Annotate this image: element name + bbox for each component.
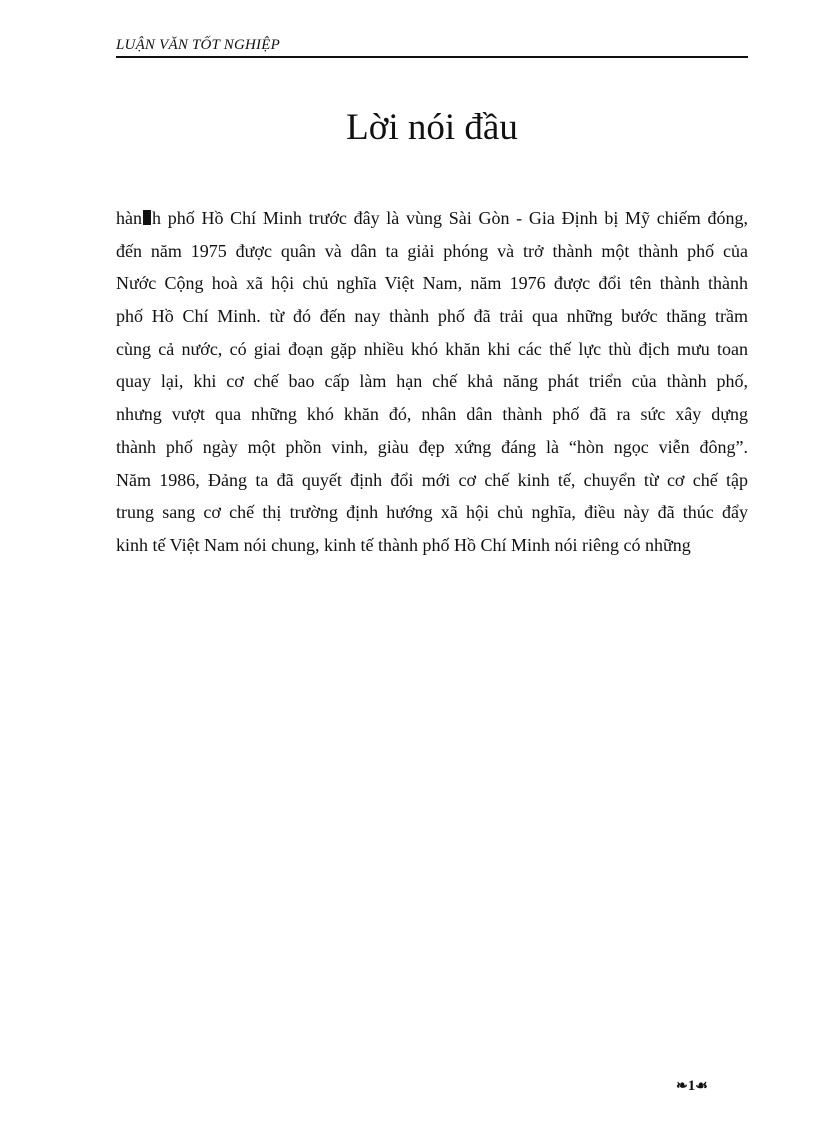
paragraph-line: đến năm 1975 được quân và dân ta giải phóng và trở thành một thành phố của	[116, 240, 748, 261]
page-title: Lời nói đầu	[346, 107, 518, 148]
paragraph-line: trung sang cơ chế thị trường định hướng xã hội chủ nghĩa, điều này đã thúc đẩy	[116, 502, 748, 523]
paragraph-line: cùng cả nước, có giai đoạn gặp nhiều khó khăn khi các thế lực thù địch mưu toan	[116, 338, 748, 359]
paragraph-line: Năm 1986, Đảng ta đã quyết định đổi mới cơ chế kinh tế, chuyển từ cơ chế tập	[116, 469, 748, 490]
running-title: LUẬN VĂN TỐT NGHIỆP	[116, 37, 280, 53]
first-line-suffix: h phố Hồ Chí Minh trước đây là vùng Sài Gòn - Gia Định bị Mỹ chiếm đóng,	[152, 208, 748, 228]
paragraph-line: quay lại, khi cơ chế bao cấp làm hạn chế khả năng phát triển của thành phố,	[116, 371, 748, 392]
paragraph-line: phố Hồ Chí Minh. từ đó đến nay thành phố đã trải qua những bước thăng trầm	[116, 306, 748, 327]
first-line-prefix: hàn	[116, 208, 142, 228]
paragraph-line: nhưng vượt qua những khó khăn đó, nhân dân thành phố đã ra sức xây dựng	[116, 404, 748, 425]
page-footer	[676, 1078, 708, 1095]
paragraph-line: thành phố ngày một phồn vinh, giàu đẹp xứng đáng là “hòn ngọc viễn đông”.	[116, 436, 748, 457]
page-number: 1	[687, 1078, 696, 1094]
dropcap-mark	[143, 210, 151, 225]
body-paragraph	[116, 202, 748, 562]
left-fleuron-icon: ❧	[676, 1079, 688, 1094]
right-fleuron-icon: ☙	[695, 1079, 708, 1094]
paragraph-line	[116, 202, 748, 235]
running-header	[116, 36, 748, 58]
paragraph-line: kinh tế Việt Nam nói chung, kinh tế thành phố Hồ Chí Minh nói riêng có những	[116, 534, 691, 555]
paragraph-line: Nước Cộng hoà xã hội chủ nghĩa Việt Nam, năm 1976 được đổi tên thành thành	[116, 273, 748, 294]
